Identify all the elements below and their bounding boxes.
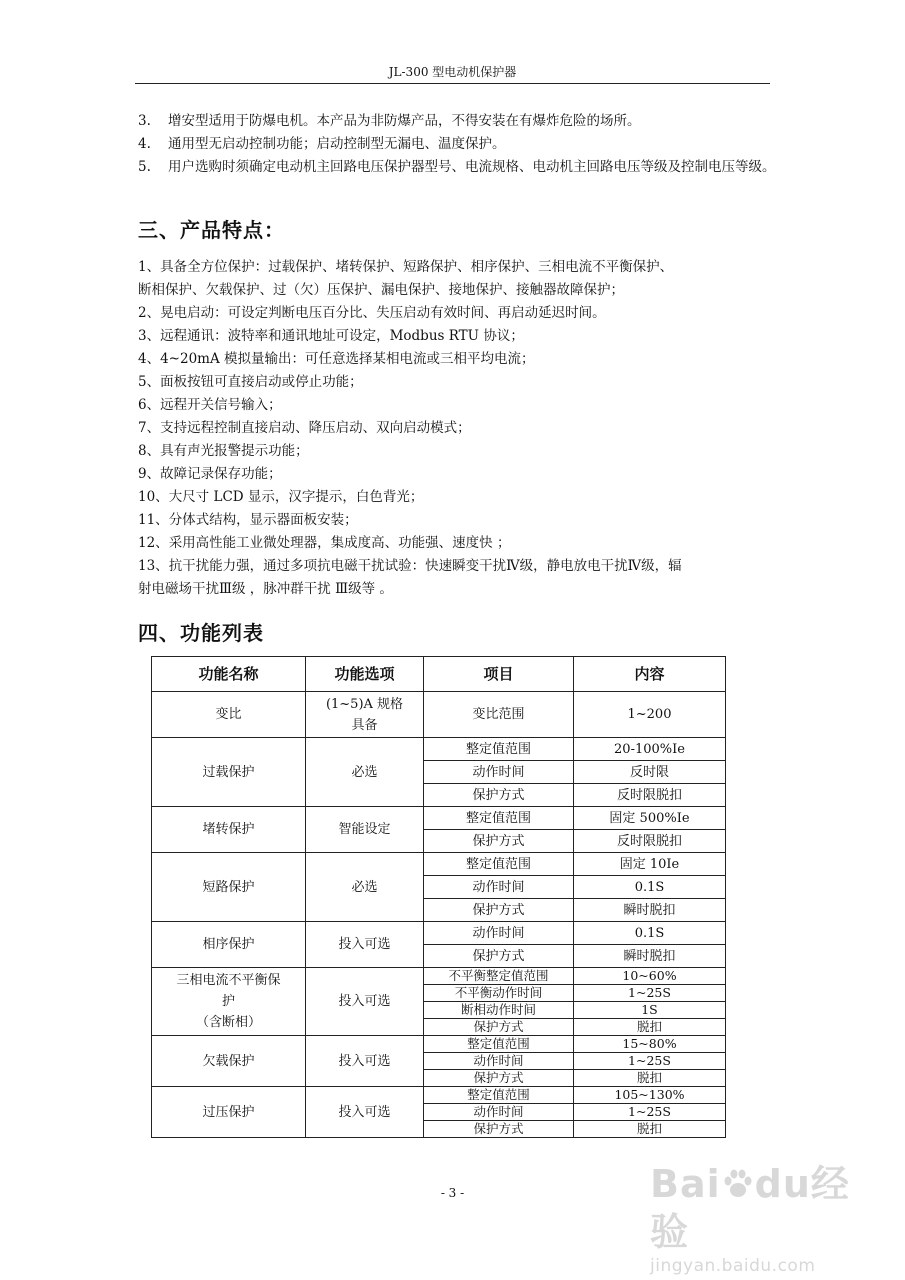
header-rule	[135, 83, 770, 84]
item-cell: 整定值范围	[424, 1036, 574, 1053]
feature-text: 具有声光报警提示功能；	[160, 443, 309, 459]
feature-item	[138, 509, 778, 532]
feature-item	[138, 440, 778, 463]
feature-text: 面板按钮可直接启动或停止功能；	[160, 374, 363, 390]
feature-number: 10、	[138, 489, 169, 505]
feature-item	[138, 417, 778, 440]
table-row	[152, 1087, 726, 1104]
feature-number: 1、	[138, 259, 161, 275]
feature-item	[138, 348, 778, 371]
column-header: 内容	[574, 657, 726, 692]
function-table	[151, 656, 726, 1138]
feature-number: 8、	[138, 443, 161, 459]
list-item-number: 3.	[138, 113, 151, 129]
feature-text-continuation: 断相保护、欠载保护、过（欠）压保护、漏电保护、接地保护、接触器故障保护；	[138, 282, 624, 298]
item-cell: 动作时间	[424, 761, 574, 784]
function-option-cell: 智能设定	[306, 807, 424, 853]
feature-number: 2、	[138, 305, 161, 321]
item-cell: 保护方式	[424, 1019, 574, 1036]
content-cell: 1~25S	[574, 1104, 726, 1121]
feature-text: 大尺寸 LCD 显示，汉字提示，白色背光；	[168, 489, 424, 505]
list-item-text: 增安型适用于防爆电机。本产品为非防爆产品，不得安装在有爆炸危险的场所。	[168, 113, 641, 129]
item-cell: 变比范围	[424, 692, 574, 738]
feature-number: 13、	[138, 558, 169, 574]
feature-number: 4、	[138, 351, 161, 367]
content-cell: 固定 500%Ie	[574, 807, 726, 830]
column-header: 项目	[424, 657, 574, 692]
function-option-cell: 必选	[306, 853, 424, 922]
item-cell: 动作时间	[424, 922, 574, 945]
feature-text: 远程通讯：波特率和通讯地址可设定，Modbus RTU 协议；	[160, 328, 524, 344]
content-cell: 1S	[574, 1002, 726, 1019]
table-row	[152, 853, 726, 876]
column-header: 功能选项	[306, 657, 424, 692]
item-cell: 动作时间	[424, 1104, 574, 1121]
function-option-cell	[306, 692, 424, 738]
item-cell: 不平衡整定值范围	[424, 968, 574, 985]
table-row	[152, 807, 726, 830]
list-item	[138, 110, 778, 133]
table-row	[152, 738, 726, 761]
content-cell: 0.1S	[574, 876, 726, 899]
item-cell: 保护方式	[424, 1121, 574, 1138]
table-row	[152, 968, 726, 985]
function-option-cell: 投入可选	[306, 1087, 424, 1138]
feature-number: 12、	[138, 535, 169, 551]
feature-item	[138, 394, 778, 417]
section-title-features: 三、产品特点：	[138, 218, 285, 242]
column-header: 功能名称	[152, 657, 306, 692]
feature-number: 6、	[138, 397, 161, 413]
content-cell: 脱扣	[574, 1121, 726, 1138]
content-cell: 15~80%	[574, 1036, 726, 1053]
function-name-cell: 欠载保护	[152, 1036, 306, 1087]
watermark-logo-text-2: du	[754, 1162, 811, 1206]
features-list	[138, 256, 778, 601]
feature-item	[138, 486, 778, 509]
item-cell: 整定值范围	[424, 807, 574, 830]
function-name-cell: 过压保护	[152, 1087, 306, 1138]
function-name-cell	[152, 968, 306, 1036]
item-cell: 动作时间	[424, 1053, 574, 1070]
list-item-number: 5.	[138, 159, 151, 175]
content-cell: 1~25S	[574, 1053, 726, 1070]
watermark-logo-cn: 经验	[650, 1162, 850, 1254]
table-row	[152, 692, 726, 738]
item-cell: 不平衡动作时间	[424, 985, 574, 1002]
item-cell: 整定值范围	[424, 1087, 574, 1104]
function-name-cell: 变比	[152, 692, 306, 738]
item-cell: 保护方式	[424, 1070, 574, 1087]
item-cell: 保护方式	[424, 784, 574, 807]
baidu-jingyan-watermark	[650, 1160, 855, 1276]
content-cell: 脱扣	[574, 1070, 726, 1087]
function-name-cell: 相序保护	[152, 922, 306, 968]
function-name-cell: 堵转保护	[152, 807, 306, 853]
list-item-text: 用户选购时须确定电动机主回路电压保护器型号、电流规格、电动机主回路电压等级及控制电压等级。	[168, 159, 776, 175]
content-cell: 瞬时脱扣	[574, 899, 726, 922]
feature-text: 抗干扰能力强，通过多项抗电磁干扰试验：快速瞬变干扰Ⅳ级，静电放电干扰Ⅳ级，辐	[168, 558, 682, 574]
feature-text-continuation: 射电磁场干扰Ⅲ级 ，脉冲群干扰 Ⅲ级等 。	[138, 581, 393, 597]
watermark-logo-text: Bai	[650, 1162, 721, 1206]
table-row	[152, 922, 726, 945]
feature-item	[138, 325, 778, 348]
item-cell: 整定值范围	[424, 853, 574, 876]
feature-item-continuation	[138, 578, 778, 601]
content-cell: 105~130%	[574, 1087, 726, 1104]
list-item	[138, 156, 778, 179]
option-line: 具备	[351, 717, 378, 733]
feature-text: 4~20mA 模拟量输出：可任意选择某相电流或三相平均电流；	[160, 351, 535, 367]
section-title-function-list: 四、功能列表	[138, 621, 264, 645]
feature-item	[138, 256, 778, 279]
feature-number: 7、	[138, 420, 161, 436]
function-name-cell: 短路保护	[152, 853, 306, 922]
item-cell: 动作时间	[424, 876, 574, 899]
function-option-cell: 投入可选	[306, 1036, 424, 1087]
feature-text: 具备全方位保护：过载保护、堵转保护、短路保护、相序保护、三相电流不平衡保护、	[160, 259, 674, 275]
feature-number: 5、	[138, 374, 161, 390]
table-header-row	[152, 657, 726, 692]
list-item	[138, 133, 778, 156]
page-number: - 3 -	[440, 1186, 465, 1200]
feature-text: 晃电启动：可设定判断电压百分比、失压启动有效时间、再启动延迟时间。	[160, 305, 606, 321]
option-line: (1~5)A 规格	[325, 696, 404, 712]
content-cell: 10~60%	[574, 968, 726, 985]
page-header-title: JL-300 型电动机保护器	[388, 65, 517, 79]
feature-text: 故障记录保存功能；	[160, 466, 282, 482]
function-name-cell: 过载保护	[152, 738, 306, 807]
content-cell: 1~25S	[574, 985, 726, 1002]
feature-item	[138, 463, 778, 486]
content-cell: 反时限脱扣	[574, 784, 726, 807]
intro-list	[138, 110, 778, 179]
item-cell: 保护方式	[424, 830, 574, 853]
content-cell: 20-100%Ie	[574, 738, 726, 761]
feature-item	[138, 555, 778, 578]
content-cell: 0.1S	[574, 922, 726, 945]
content-cell: 反时限	[574, 761, 726, 784]
content-cell: 反时限脱扣	[574, 830, 726, 853]
list-item-number: 4.	[138, 136, 151, 152]
feature-text: 分体式结构，显示器面板安装；	[168, 512, 358, 528]
item-cell: 断相动作时间	[424, 1002, 574, 1019]
function-option-cell: 投入可选	[306, 922, 424, 968]
function-name-line: （含断相）	[195, 1015, 261, 1030]
feature-item	[138, 532, 778, 555]
content-cell: 瞬时脱扣	[574, 945, 726, 968]
item-cell: 保护方式	[424, 945, 574, 968]
content-cell: 1~200	[574, 692, 726, 738]
function-name-line: 三相电流不平衡保	[176, 973, 281, 988]
feature-item-continuation	[138, 279, 778, 302]
item-cell: 保护方式	[424, 899, 574, 922]
feature-text: 支持远程控制直接启动、降压启动、双向启动模式；	[160, 420, 471, 436]
watermark-url: jingyan.baidu.com	[650, 1256, 816, 1276]
feature-text: 采用高性能工业微处理器，集成度高、功能强、速度快 ；	[168, 535, 511, 551]
list-item-text: 通用型无启动控制功能；启动控制型无漏电、温度保护。	[168, 136, 506, 152]
function-option-cell: 必选	[306, 738, 424, 807]
content-cell: 固定 10Ie	[574, 853, 726, 876]
content-cell: 脱扣	[574, 1019, 726, 1036]
feature-text: 远程开关信号输入；	[160, 397, 282, 413]
feature-item	[138, 302, 778, 325]
function-name-line: 护	[221, 994, 235, 1009]
paw-icon	[721, 1167, 755, 1201]
feature-number: 3、	[138, 328, 161, 344]
table-row	[152, 1036, 726, 1053]
feature-number: 9、	[138, 466, 161, 482]
feature-number: 11、	[138, 512, 169, 528]
item-cell: 整定值范围	[424, 738, 574, 761]
feature-item	[138, 371, 778, 394]
function-option-cell: 投入可选	[306, 968, 424, 1036]
